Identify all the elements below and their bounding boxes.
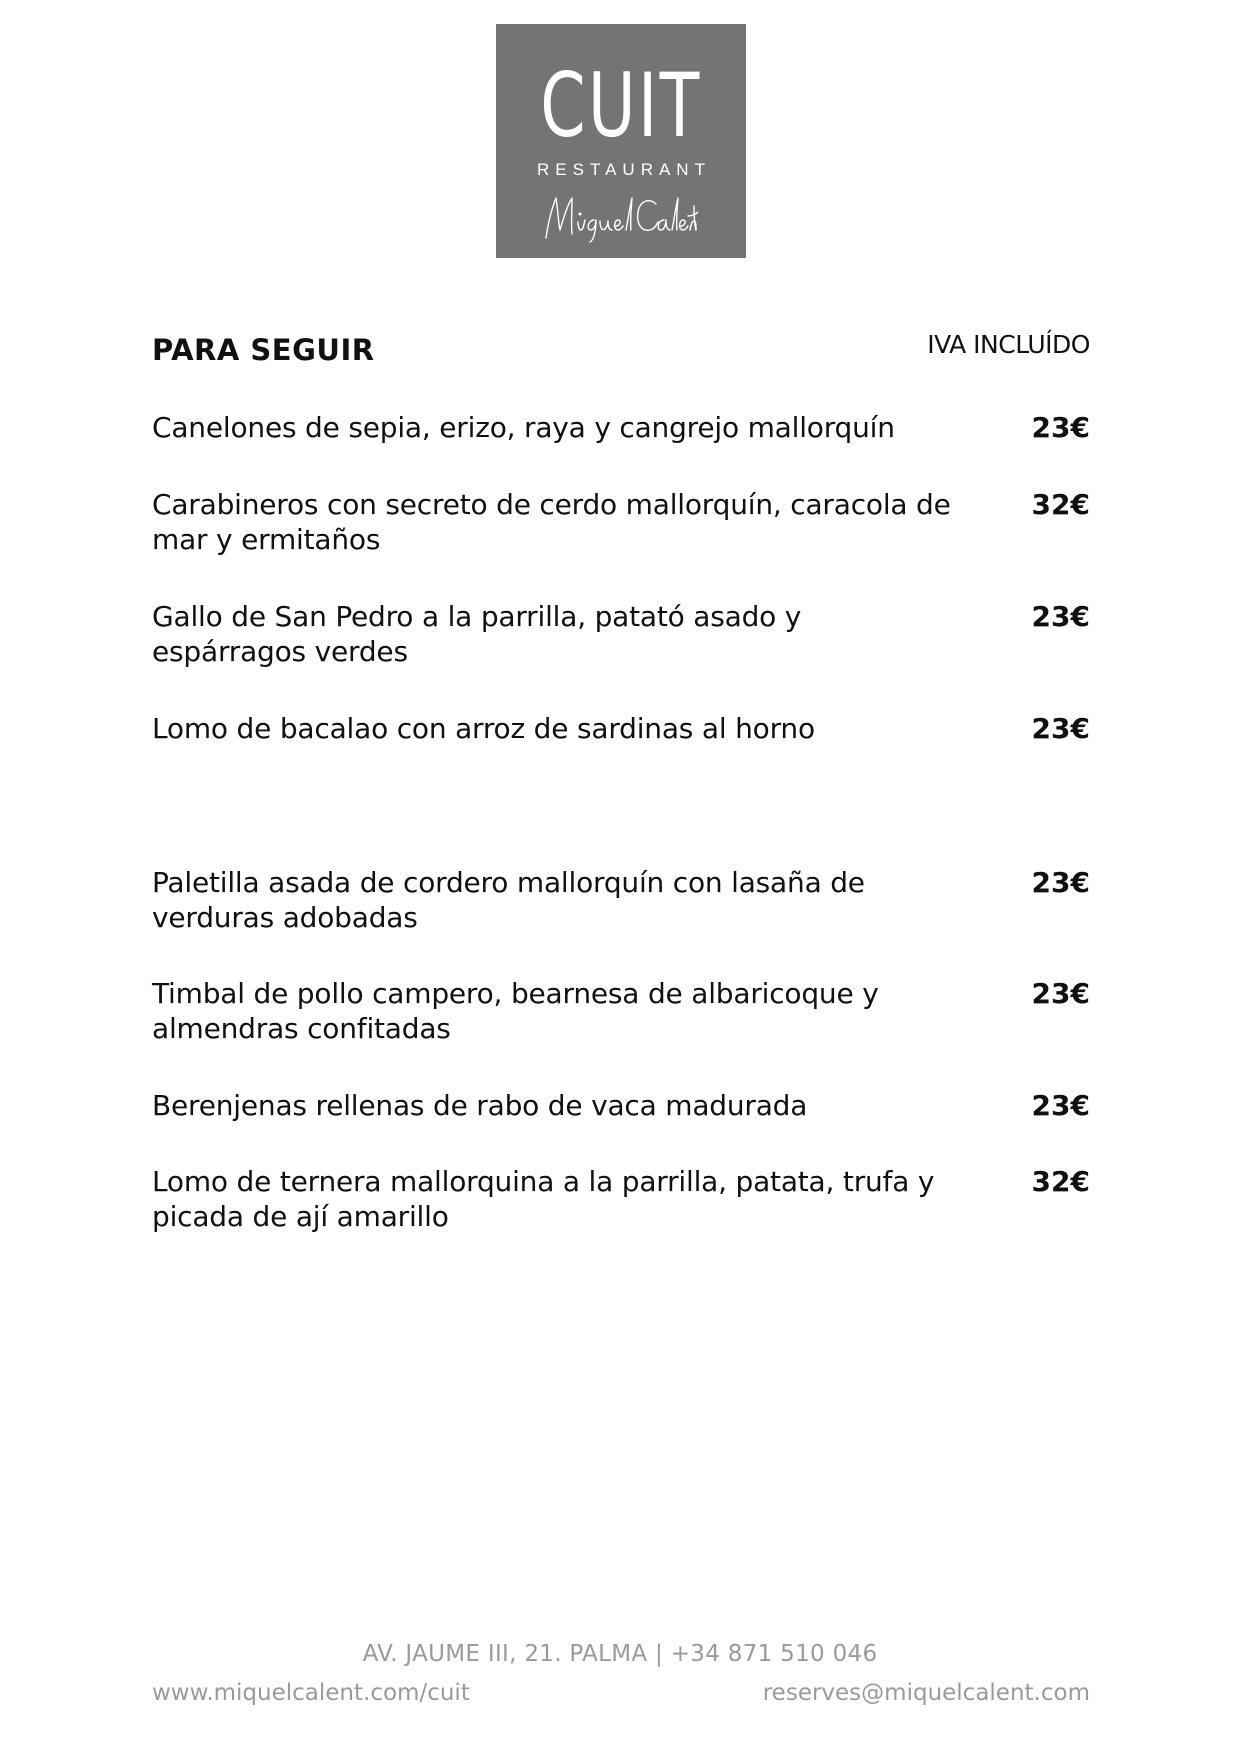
menu-item-name: Lomo de ternera mallorquina a la parrilla, patata, trufa y picada de ají amarillo [152,1165,935,1233]
menu-item-name: Paletilla asada de cordero mallorquín con lasaña de verduras adobadas [152,866,865,934]
menu-item [152,1088,1090,1123]
menu-item [152,599,1090,669]
restaurant-logo [496,24,746,258]
menu-item-price: 23€ [1031,977,1090,1010]
tax-note: IVA INCLUÍDO [927,330,1090,359]
menu-item-name: Carabineros con secreto de cerdo mallorquín, caracola de mar y ermitaños [152,488,951,556]
menu-item [152,410,1090,445]
signature-logo [538,186,698,246]
menu-item-name: Gallo de San Pedro a la parrilla, patató asado y espárragos verdes [152,600,802,668]
menu-item-price: 23€ [1031,1089,1090,1122]
menu-item-name: Berenjenas rellenas de rabo de vaca madurada [152,1089,808,1122]
footer-email: reserves@miquelcalent.com [762,1680,1090,1706]
menu-item-price: 23€ [1031,712,1090,745]
menu-item-name: Timbal de pollo campero, bearnesa de albaricoque y almendras confitadas [152,977,879,1045]
menu-item-price: 23€ [1031,600,1090,633]
logo-subtitle: RESTAURANT [537,160,711,179]
logo-title: CUIT [540,54,702,157]
menu-item [152,976,1090,1046]
menu-item-price: 23€ [1031,866,1090,899]
menu-item [152,487,1090,557]
menu-item [152,711,1090,746]
menu-item-price: 32€ [1031,488,1090,521]
menu-item [152,1164,1090,1234]
footer-website: www.miquelcalent.com/cuit [152,1680,470,1706]
menu-item-price: 23€ [1031,411,1090,444]
menu-item [152,865,1090,935]
footer-address: AV. JAUME III, 21. PALMA | +34 871 510 046 [362,1641,878,1667]
menu-item-name: Lomo de bacalao con arroz de sardinas al horno [152,712,815,745]
section-title: PARA SEGUIR [152,333,375,367]
menu-item-price: 32€ [1031,1165,1090,1198]
menu-item-name: Canelones de sepia, erizo, raya y cangrejo mallorquín [152,411,895,444]
